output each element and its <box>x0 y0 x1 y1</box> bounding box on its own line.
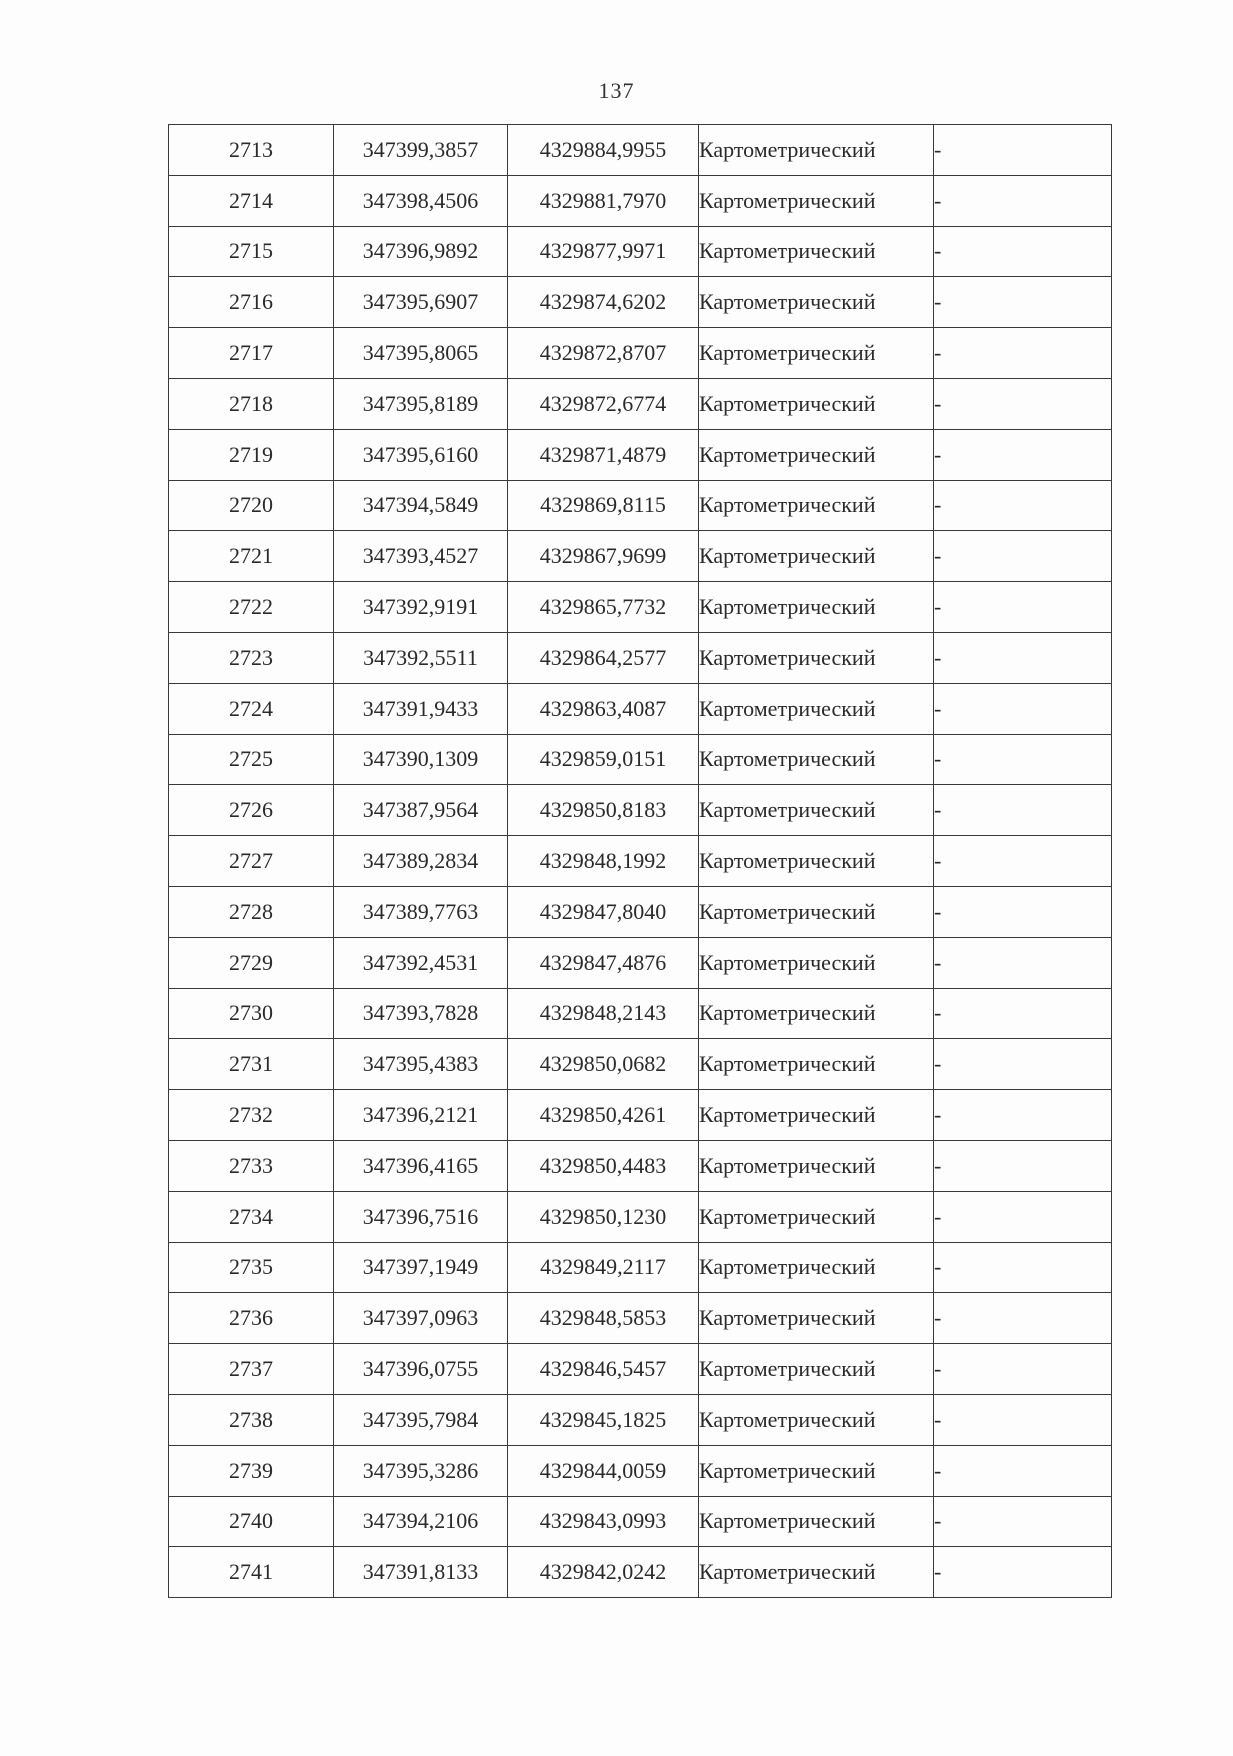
method-cell: Картометрический <box>699 531 934 582</box>
x-coordinate-cell: 347399,3857 <box>334 125 508 176</box>
y-coordinate-cell: 4329847,4876 <box>508 937 699 988</box>
y-coordinate-cell: 4329842,0242 <box>508 1547 699 1598</box>
point-number-cell: 2741 <box>169 1547 334 1598</box>
page-number: 137 <box>598 78 635 103</box>
x-coordinate-cell: 347389,2834 <box>334 836 508 887</box>
x-coordinate-cell: 347394,2106 <box>334 1496 508 1547</box>
note-cell: - <box>934 531 1112 582</box>
table-row <box>169 429 1112 480</box>
point-number-cell: 2721 <box>169 531 334 582</box>
x-coordinate-cell: 347395,7984 <box>334 1394 508 1445</box>
method-cell: Картометрический <box>699 429 934 480</box>
table-row <box>169 277 1112 328</box>
note-cell: - <box>934 226 1112 277</box>
point-number-cell: 2731 <box>169 1039 334 1090</box>
table-row <box>169 226 1112 277</box>
table-row <box>169 378 1112 429</box>
point-number-cell: 2730 <box>169 988 334 1039</box>
y-coordinate-cell: 4329869,8115 <box>508 480 699 531</box>
method-cell: Картометрический <box>699 785 934 836</box>
note-cell: - <box>934 785 1112 836</box>
point-number-cell: 2736 <box>169 1293 334 1344</box>
point-number-cell: 2732 <box>169 1090 334 1141</box>
x-coordinate-cell: 347395,3286 <box>334 1445 508 1496</box>
table-row <box>169 531 1112 582</box>
x-coordinate-cell: 347394,5849 <box>334 480 508 531</box>
point-number-cell: 2728 <box>169 886 334 937</box>
x-coordinate-cell: 347395,8065 <box>334 328 508 379</box>
note-cell: - <box>934 1496 1112 1547</box>
table-row <box>169 1496 1112 1547</box>
y-coordinate-cell: 4329859,0151 <box>508 734 699 785</box>
note-cell: - <box>934 632 1112 683</box>
method-cell: Картометрический <box>699 937 934 988</box>
method-cell: Картометрический <box>699 683 934 734</box>
table-row <box>169 1140 1112 1191</box>
y-coordinate-cell: 4329872,6774 <box>508 378 699 429</box>
method-cell: Картометрический <box>699 1039 934 1090</box>
x-coordinate-cell: 347392,5511 <box>334 632 508 683</box>
method-cell: Картометрический <box>699 1394 934 1445</box>
method-cell: Картометрический <box>699 886 934 937</box>
x-coordinate-cell: 347395,6907 <box>334 277 508 328</box>
method-cell: Картометрический <box>699 734 934 785</box>
x-coordinate-cell: 347396,4165 <box>334 1140 508 1191</box>
y-coordinate-cell: 4329847,8040 <box>508 886 699 937</box>
method-cell: Картометрический <box>699 1242 934 1293</box>
y-coordinate-cell: 4329863,4087 <box>508 683 699 734</box>
point-number-cell: 2738 <box>169 1394 334 1445</box>
x-coordinate-cell: 347396,7516 <box>334 1191 508 1242</box>
x-coordinate-cell: 347396,0755 <box>334 1344 508 1395</box>
table-row <box>169 1090 1112 1141</box>
note-cell: - <box>934 1344 1112 1395</box>
table-row <box>169 480 1112 531</box>
note-cell: - <box>934 683 1112 734</box>
x-coordinate-cell: 347397,0963 <box>334 1293 508 1344</box>
table-row <box>169 734 1112 785</box>
x-coordinate-cell: 347397,1949 <box>334 1242 508 1293</box>
table-row <box>169 988 1112 1039</box>
table-row <box>169 632 1112 683</box>
method-cell: Картометрический <box>699 378 934 429</box>
y-coordinate-cell: 4329874,6202 <box>508 277 699 328</box>
coordinates-table <box>168 124 1112 1598</box>
y-coordinate-cell: 4329846,5457 <box>508 1344 699 1395</box>
x-coordinate-cell: 347391,8133 <box>334 1547 508 1598</box>
method-cell: Картометрический <box>699 480 934 531</box>
method-cell: Картометрический <box>699 1344 934 1395</box>
table-row <box>169 1394 1112 1445</box>
method-cell: Картометрический <box>699 277 934 328</box>
note-cell: - <box>934 937 1112 988</box>
y-coordinate-cell: 4329881,7970 <box>508 175 699 226</box>
note-cell: - <box>934 277 1112 328</box>
x-coordinate-cell: 347395,4383 <box>334 1039 508 1090</box>
table-row <box>169 175 1112 226</box>
y-coordinate-cell: 4329843,0993 <box>508 1496 699 1547</box>
table-row <box>169 836 1112 887</box>
x-coordinate-cell: 347389,7763 <box>334 886 508 937</box>
point-number-cell: 2720 <box>169 480 334 531</box>
y-coordinate-cell: 4329867,9699 <box>508 531 699 582</box>
y-coordinate-cell: 4329850,0682 <box>508 1039 699 1090</box>
point-number-cell: 2722 <box>169 582 334 633</box>
point-number-cell: 2737 <box>169 1344 334 1395</box>
y-coordinate-cell: 4329850,1230 <box>508 1191 699 1242</box>
point-number-cell: 2717 <box>169 328 334 379</box>
y-coordinate-cell: 4329850,8183 <box>508 785 699 836</box>
point-number-cell: 2714 <box>169 175 334 226</box>
x-coordinate-cell: 347395,6160 <box>334 429 508 480</box>
table-row <box>169 683 1112 734</box>
table-row <box>169 328 1112 379</box>
note-cell: - <box>934 480 1112 531</box>
note-cell: - <box>934 1191 1112 1242</box>
point-number-cell: 2719 <box>169 429 334 480</box>
note-cell: - <box>934 582 1112 633</box>
x-coordinate-cell: 347393,7828 <box>334 988 508 1039</box>
note-cell: - <box>934 1293 1112 1344</box>
x-coordinate-cell: 347392,4531 <box>334 937 508 988</box>
table-row <box>169 1242 1112 1293</box>
y-coordinate-cell: 4329848,2143 <box>508 988 699 1039</box>
method-cell: Картометрический <box>699 836 934 887</box>
point-number-cell: 2729 <box>169 937 334 988</box>
x-coordinate-cell: 347398,4506 <box>334 175 508 226</box>
note-cell: - <box>934 1445 1112 1496</box>
y-coordinate-cell: 4329845,1825 <box>508 1394 699 1445</box>
table-row <box>169 1039 1112 1090</box>
note-cell: - <box>934 429 1112 480</box>
x-coordinate-cell: 347392,9191 <box>334 582 508 633</box>
y-coordinate-cell: 4329848,5853 <box>508 1293 699 1344</box>
table-row <box>169 937 1112 988</box>
y-coordinate-cell: 4329844,0059 <box>508 1445 699 1496</box>
point-number-cell: 2723 <box>169 632 334 683</box>
note-cell: - <box>934 175 1112 226</box>
coordinates-table-body <box>169 125 1112 1598</box>
method-cell: Картометрический <box>699 1140 934 1191</box>
x-coordinate-cell: 347395,8189 <box>334 378 508 429</box>
y-coordinate-cell: 4329848,1992 <box>508 836 699 887</box>
method-cell: Картометрический <box>699 125 934 176</box>
method-cell: Картометрический <box>699 1293 934 1344</box>
method-cell: Картометрический <box>699 988 934 1039</box>
y-coordinate-cell: 4329884,9955 <box>508 125 699 176</box>
method-cell: Картометрический <box>699 1090 934 1141</box>
note-cell: - <box>934 734 1112 785</box>
point-number-cell: 2715 <box>169 226 334 277</box>
point-number-cell: 2740 <box>169 1496 334 1547</box>
note-cell: - <box>934 1039 1112 1090</box>
method-cell: Картометрический <box>699 1445 934 1496</box>
x-coordinate-cell: 347387,9564 <box>334 785 508 836</box>
table-row <box>169 785 1112 836</box>
method-cell: Картометрический <box>699 1547 934 1598</box>
y-coordinate-cell: 4329849,2117 <box>508 1242 699 1293</box>
point-number-cell: 2718 <box>169 378 334 429</box>
method-cell: Картометрический <box>699 1496 934 1547</box>
table-row <box>169 1344 1112 1395</box>
method-cell: Картометрический <box>699 175 934 226</box>
note-cell: - <box>934 378 1112 429</box>
method-cell: Картометрический <box>699 1191 934 1242</box>
note-cell: - <box>934 1140 1112 1191</box>
point-number-cell: 2725 <box>169 734 334 785</box>
y-coordinate-cell: 4329865,7732 <box>508 582 699 633</box>
x-coordinate-cell: 347391,9433 <box>334 683 508 734</box>
y-coordinate-cell: 4329872,8707 <box>508 328 699 379</box>
point-number-cell: 2733 <box>169 1140 334 1191</box>
point-number-cell: 2713 <box>169 125 334 176</box>
method-cell: Картометрический <box>699 632 934 683</box>
method-cell: Картометрический <box>699 328 934 379</box>
table-row <box>169 1547 1112 1598</box>
table-row <box>169 125 1112 176</box>
note-cell: - <box>934 1394 1112 1445</box>
point-number-cell: 2734 <box>169 1191 334 1242</box>
point-number-cell: 2716 <box>169 277 334 328</box>
x-coordinate-cell: 347393,4527 <box>334 531 508 582</box>
method-cell: Картометрический <box>699 226 934 277</box>
table-row <box>169 1191 1112 1242</box>
x-coordinate-cell: 347390,1309 <box>334 734 508 785</box>
y-coordinate-cell: 4329871,4879 <box>508 429 699 480</box>
table-row <box>169 1293 1112 1344</box>
y-coordinate-cell: 4329850,4261 <box>508 1090 699 1141</box>
table-row <box>169 886 1112 937</box>
note-cell: - <box>934 886 1112 937</box>
y-coordinate-cell: 4329864,2577 <box>508 632 699 683</box>
note-cell: - <box>934 836 1112 887</box>
note-cell: - <box>934 988 1112 1039</box>
note-cell: - <box>934 1547 1112 1598</box>
point-number-cell: 2735 <box>169 1242 334 1293</box>
point-number-cell: 2739 <box>169 1445 334 1496</box>
x-coordinate-cell: 347396,9892 <box>334 226 508 277</box>
point-number-cell: 2727 <box>169 836 334 887</box>
note-cell: - <box>934 328 1112 379</box>
point-number-cell: 2726 <box>169 785 334 836</box>
y-coordinate-cell: 4329877,9971 <box>508 226 699 277</box>
table-row <box>169 1445 1112 1496</box>
x-coordinate-cell: 347396,2121 <box>334 1090 508 1141</box>
note-cell: - <box>934 1090 1112 1141</box>
note-cell: - <box>934 125 1112 176</box>
method-cell: Картометрический <box>699 582 934 633</box>
table-row <box>169 582 1112 633</box>
note-cell: - <box>934 1242 1112 1293</box>
point-number-cell: 2724 <box>169 683 334 734</box>
y-coordinate-cell: 4329850,4483 <box>508 1140 699 1191</box>
